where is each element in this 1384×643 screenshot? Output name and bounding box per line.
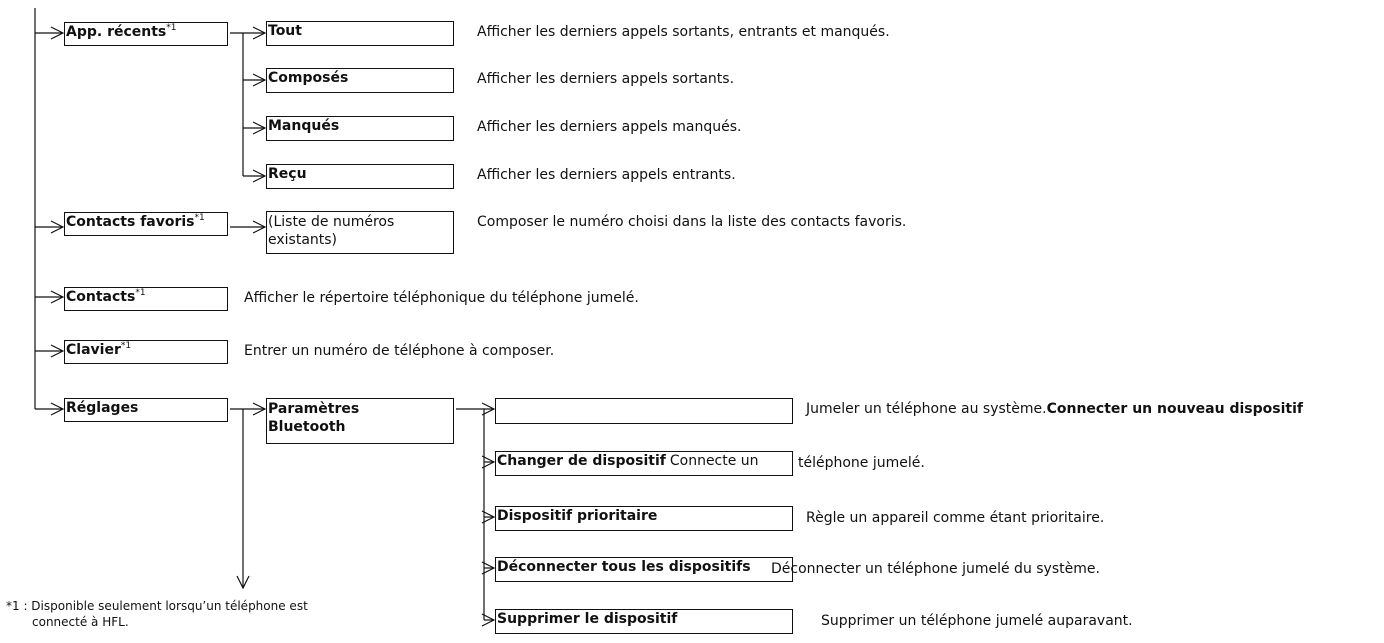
recent-dialed-description: Afficher les derniers appels sortants. (477, 71, 735, 87)
settings-label: Réglages (66, 400, 139, 416)
recent-received-description: Afficher les derniers appels entrants. (477, 167, 736, 183)
bluetooth-settings-line2: Bluetooth (268, 419, 346, 435)
recent-dialed-label: Composés (268, 70, 349, 86)
recent-calls-note: *1 (166, 23, 177, 33)
connect-new-device-desc-bold: Connecter un nouveau dispositif (1046, 401, 1303, 417)
recent-missed-description: Afficher les derniers appels manqués. (477, 119, 742, 135)
recent-all-label: Tout (268, 23, 302, 39)
favorites-list-description: Composer le numéro choisi dans la liste des contacts favoris. (477, 214, 907, 230)
contacts-label: Contacts (66, 289, 136, 305)
change-device-overflow-text: Connecte un (669, 453, 759, 469)
disconnect-all-label: Déconnecter tous les dispositifs (497, 559, 751, 575)
connect-new-device-box[interactable] (495, 398, 793, 424)
priority-device-description: Règle un appareil comme étant prioritaire. (806, 510, 1105, 526)
bluetooth-settings-line1: Paramètres (268, 401, 360, 417)
change-device-label: Changer de dispositif (497, 453, 666, 469)
contacts-description: Afficher le répertoire téléphonique du téléphone jumelé. (244, 290, 639, 306)
delete-device-description: Supprimer un téléphone jumelé auparavant. (821, 613, 1133, 629)
recent-calls-label: App. récents (66, 24, 167, 40)
recent-missed-label: Manqués (268, 118, 340, 134)
footnote-line1: *1 : Disponible seulement lorsqu’un téléphone est (6, 599, 308, 613)
favorite-contacts-note: *1 (194, 213, 205, 223)
keypad-description: Entrer un numéro de téléphone à composer. (244, 343, 555, 359)
recent-all-box[interactable] (266, 21, 454, 46)
recent-received-box[interactable] (266, 164, 454, 189)
favorite-contacts-label: Contacts favoris (66, 214, 195, 230)
settings-box[interactable] (64, 398, 228, 422)
disconnect-all-description: Déconnecter un téléphone jumelé du système. (771, 561, 1100, 577)
favorites-list-line1: (Liste de numéros (268, 214, 395, 230)
bluetooth-settings-box[interactable] (266, 398, 454, 444)
favorite-contacts-box[interactable] (64, 212, 228, 236)
keypad-box[interactable] (64, 340, 228, 364)
recent-received-label: Reçu (268, 166, 307, 182)
recent-calls-box[interactable] (64, 22, 228, 46)
recent-dialed-box[interactable] (266, 68, 454, 93)
priority-device-box[interactable] (495, 506, 793, 531)
change-device-description: téléphone jumelé. (798, 455, 925, 471)
change-device-box[interactable] (495, 451, 793, 476)
delete-device-label: Supprimer le dispositif (497, 611, 678, 627)
priority-device-label: Dispositif prioritaire (497, 508, 658, 524)
favorites-list-box[interactable] (266, 211, 454, 254)
keypad-note: *1 (120, 341, 132, 351)
connect-new-device-description (806, 401, 1303, 418)
keypad-label: Clavier (66, 342, 121, 358)
delete-device-box[interactable] (495, 609, 793, 634)
contacts-note: *1 (135, 288, 146, 298)
connect-new-device-desc-text: Jumeler un téléphone au système. (806, 401, 1047, 417)
footnote-line2: connecté à HFL. (32, 615, 129, 629)
favorites-list-line2: existants) (268, 232, 338, 248)
footnote (6, 598, 308, 630)
disconnect-all-box[interactable] (495, 557, 793, 582)
recent-all-description: Afficher les derniers appels sortants, entrants et manqués. (477, 24, 890, 40)
recent-missed-box[interactable] (266, 116, 454, 141)
contacts-box[interactable] (64, 287, 228, 311)
